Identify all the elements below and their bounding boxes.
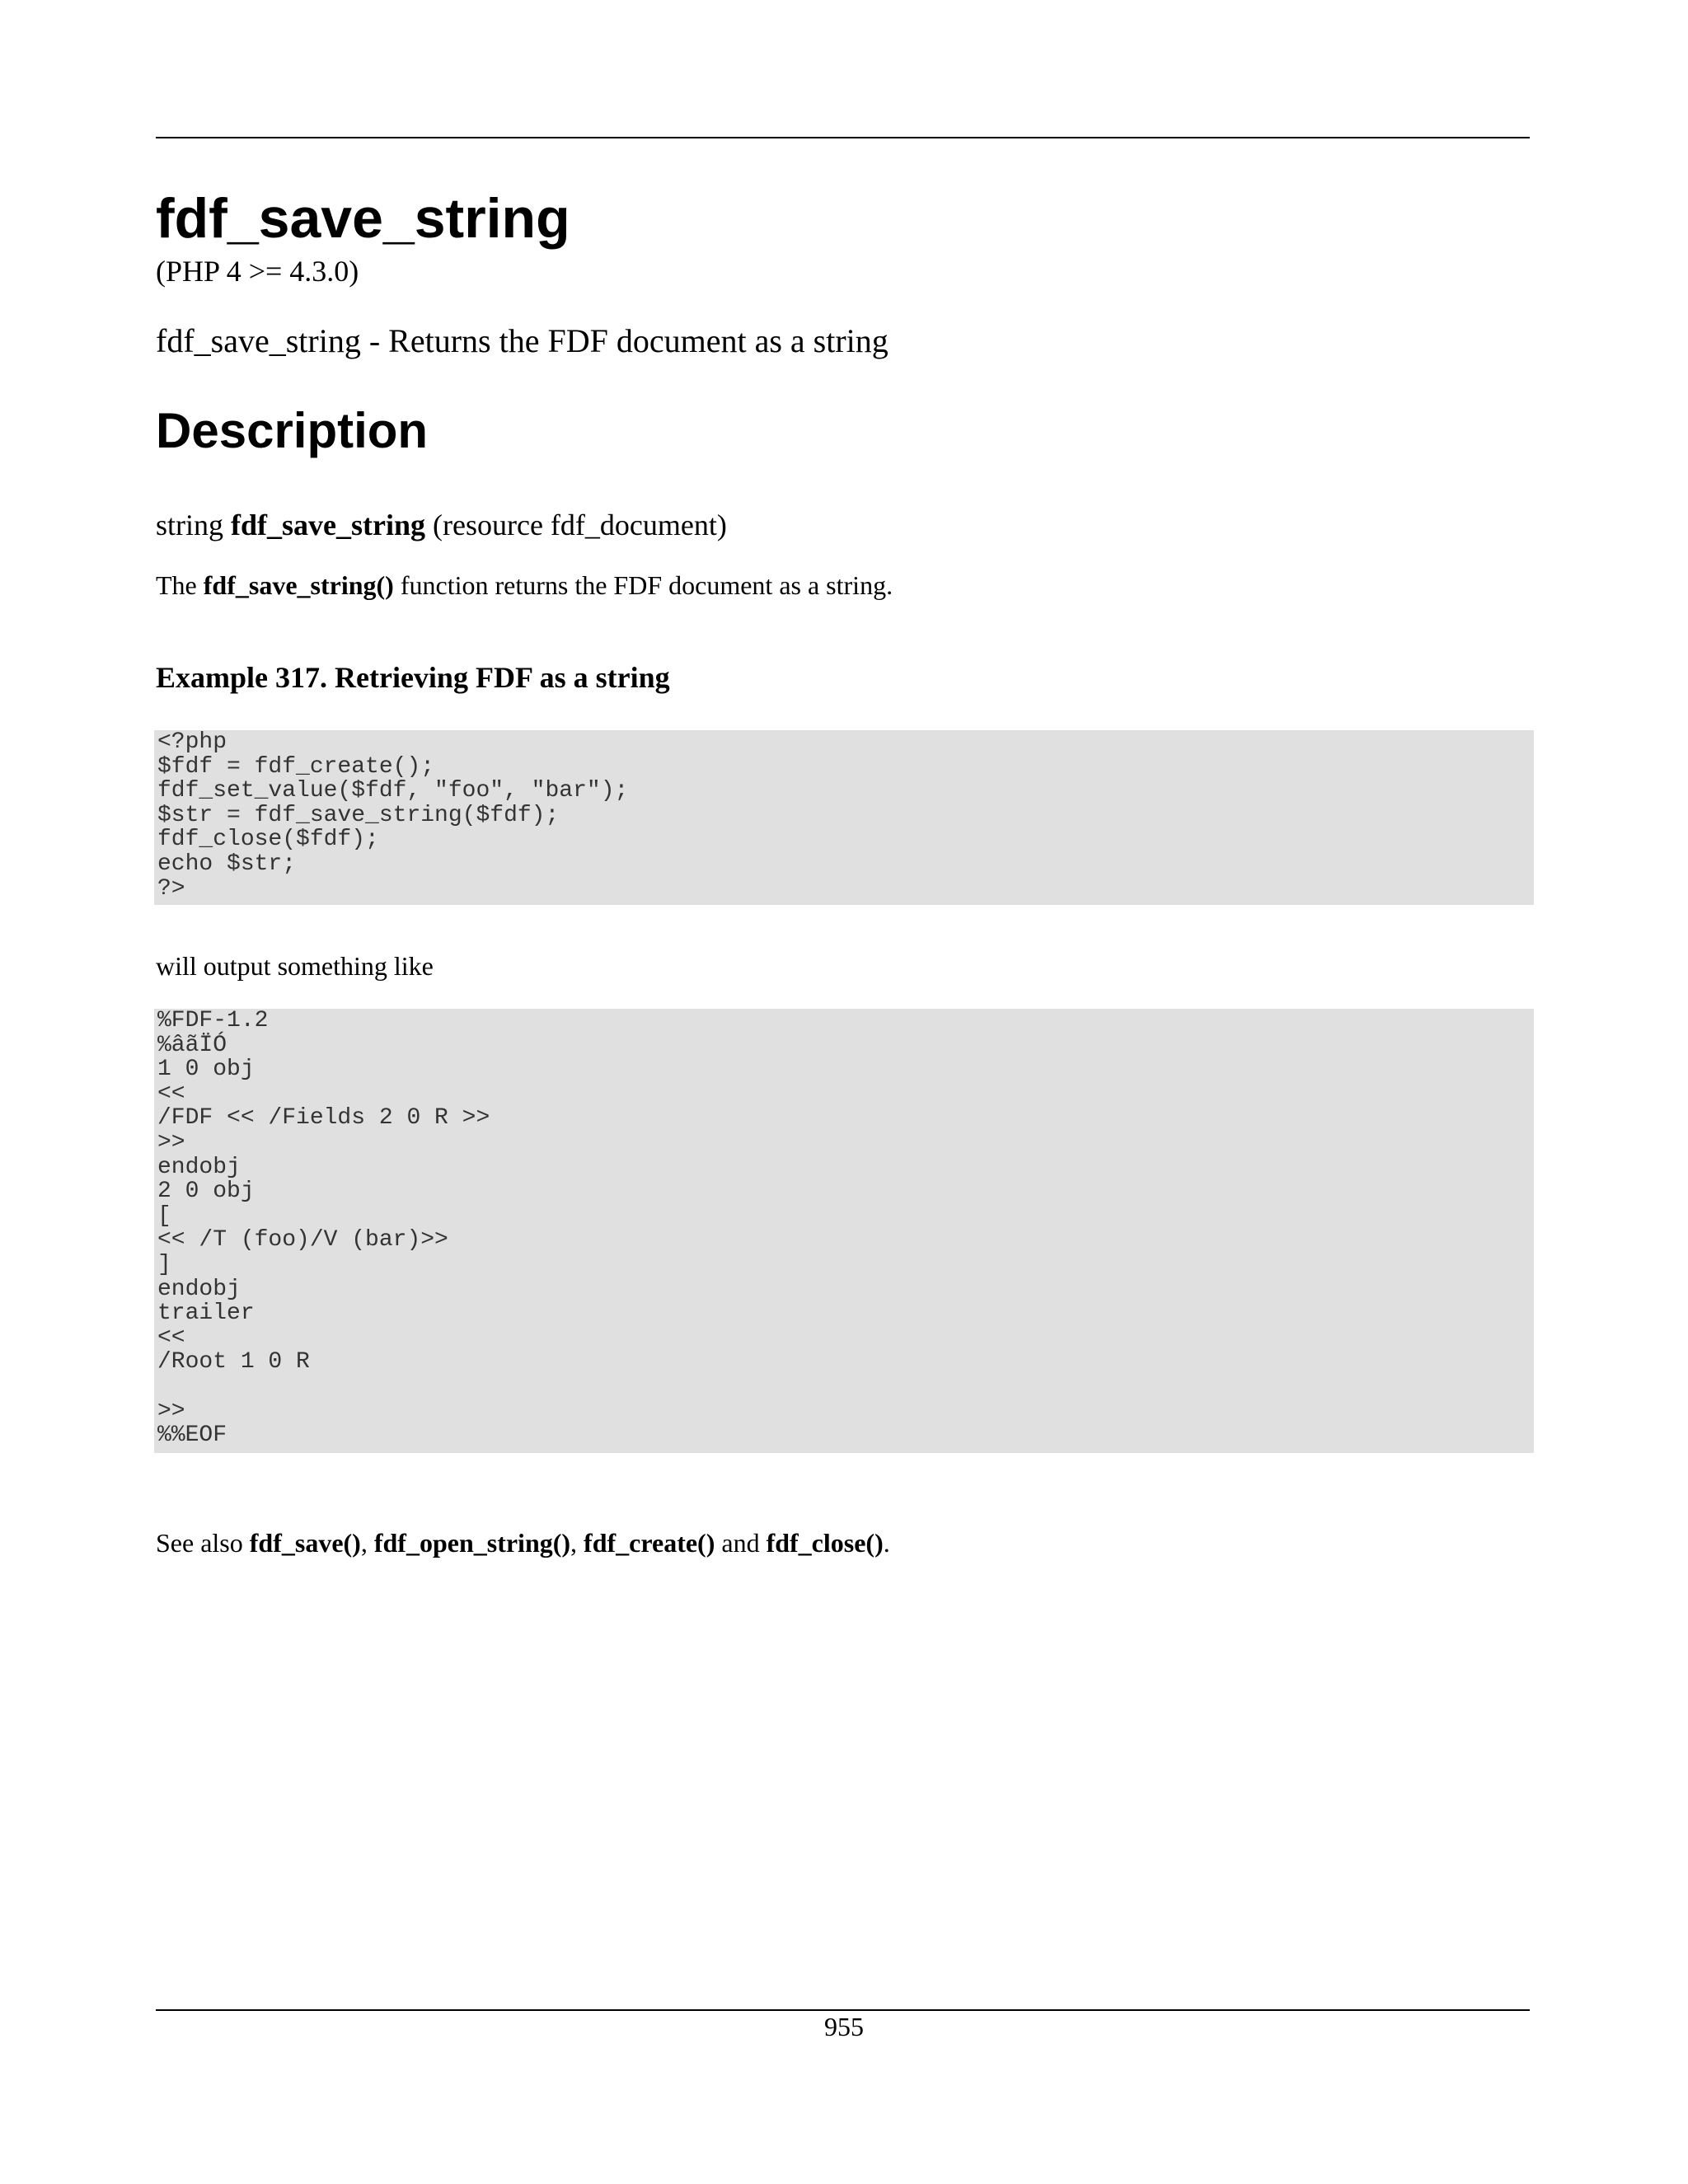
see-also-link: fdf_close(): [766, 1528, 884, 1558]
see-also-link: fdf_create(): [584, 1528, 715, 1558]
code-line: $str = fdf_save_string($fdf);: [157, 802, 560, 828]
see-also-separator: ,: [570, 1528, 584, 1558]
code-line: /Root 1 0 R: [157, 1349, 310, 1376]
code-line: trailer: [157, 1301, 255, 1327]
code-line: fdf_close($fdf);: [157, 827, 379, 853]
code-line: /FDF << /Fields 2 0 R >>: [157, 1105, 490, 1132]
function-purpose: fdf_save_string - Returns the FDF document as a string: [156, 322, 889, 359]
output-intro: will output something like: [156, 951, 434, 981]
code-line: <<: [157, 1324, 185, 1351]
synopsis-function-name: fdf_save_string: [231, 509, 426, 541]
code-line: <?php: [157, 729, 227, 755]
code-line: >>: [157, 1398, 185, 1424]
see-also-prefix: See also: [156, 1528, 250, 1558]
code-line: ?>: [157, 875, 185, 902]
code-line: %âãÏÓ: [157, 1032, 227, 1058]
code-line: << /T (foo)/V (bar)>>: [157, 1227, 448, 1254]
synopsis-params: (resource fdf_document): [425, 509, 727, 541]
footer-rule: [156, 2009, 1530, 2011]
code-line: 1 0 obj: [157, 1057, 255, 1083]
example-title: Example 317. Retrieving FDF as a string: [156, 661, 670, 694]
code-line: $fdf = fdf_create();: [157, 753, 435, 780]
description-prefix: The: [156, 570, 204, 600]
see-also: [156, 1529, 890, 1558]
function-synopsis: [156, 509, 727, 542]
code-line: fdf_set_value($fdf, "foo", "bar");: [157, 778, 629, 804]
code-line: <<: [157, 1080, 185, 1107]
synopsis-return-type: string: [156, 509, 232, 541]
see-also-end: .: [883, 1528, 890, 1558]
version-info: (PHP 4 >= 4.3.0): [156, 255, 359, 288]
description-suffix: function returns the FDF document as a string.: [393, 570, 893, 600]
code-line: endobj: [157, 1154, 241, 1180]
code-line: >>: [157, 1129, 185, 1155]
header-rule: [156, 137, 1530, 138]
description-function-name: fdf_save_string(): [203, 570, 394, 600]
code-line: [157, 1375, 1531, 1399]
description-heading: Description: [156, 403, 429, 458]
see-also-separator: and: [715, 1528, 767, 1558]
code-line: [: [157, 1202, 171, 1229]
code-line: %%EOF: [157, 1422, 227, 1449]
code-line: 2 0 obj: [157, 1179, 255, 1205]
code-line: %FDF-1.2: [157, 1008, 269, 1033]
code-line: echo $str;: [157, 851, 297, 877]
code-line: endobj: [157, 1276, 241, 1302]
see-also-link: fdf_save(): [249, 1528, 361, 1558]
see-also-separator: ,: [360, 1528, 374, 1558]
page-number: 955: [824, 2012, 864, 2041]
see-also-link: fdf_open_string(): [373, 1528, 571, 1558]
description-text: [156, 571, 893, 600]
code-line: ]: [157, 1251, 171, 1277]
php-code-block: [154, 730, 1534, 905]
output-code-block: [154, 1009, 1534, 1453]
page-title: fdf_save_string: [156, 187, 570, 250]
